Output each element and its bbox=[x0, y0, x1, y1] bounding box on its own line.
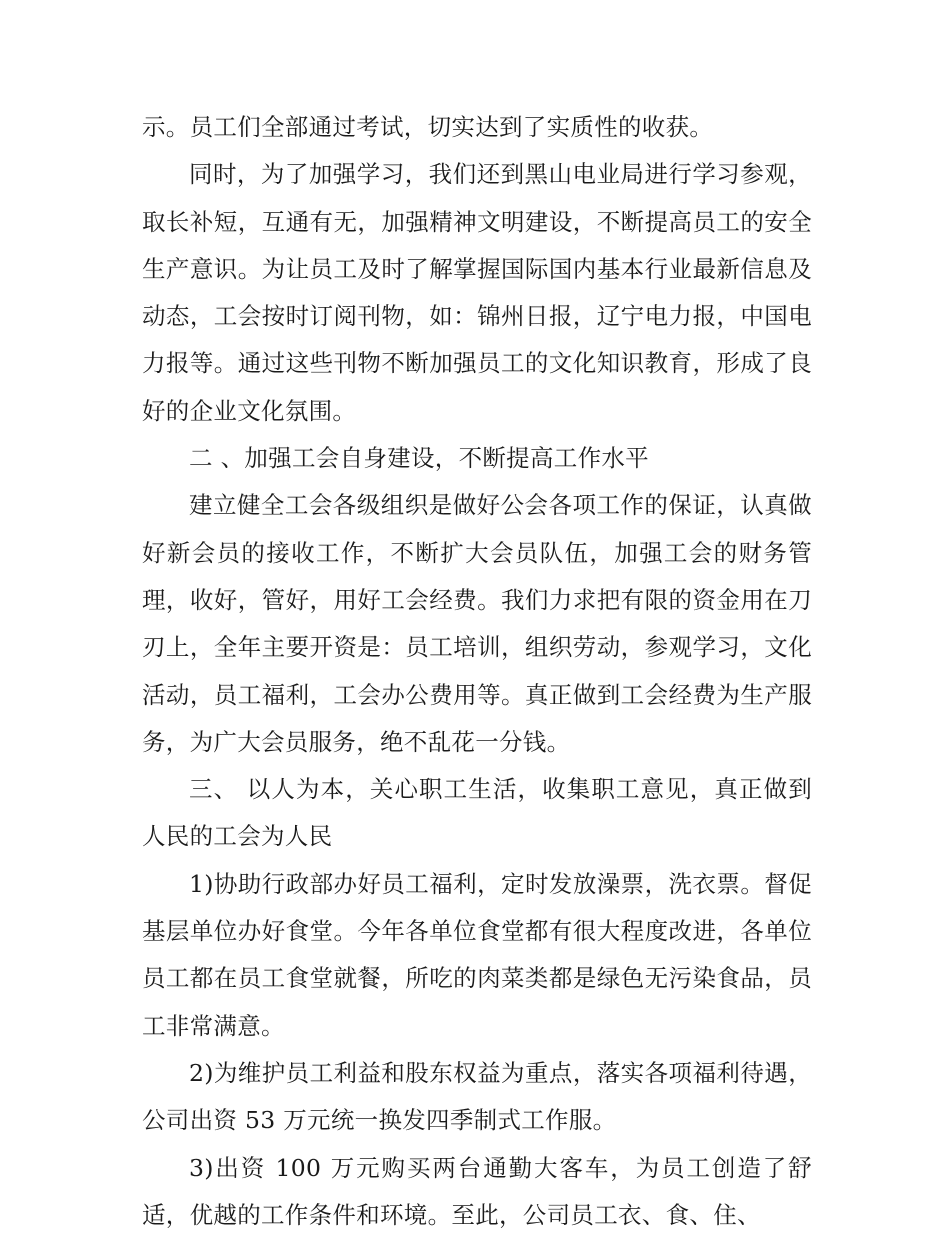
paragraph-item-2: 2)为维护员工利益和股东权益为重点，落实各项福利待遇，公司出资 53 万元统一换发四季制式工作服。 bbox=[142, 1058, 812, 1135]
paragraph-union-organization: 建立健全工会各级组织是做好公会各项工作的保证，认真做好新会员的接收工作，不断扩大会员队伍，加强工会的财务管理，收好，管好，用好工会经费。我们力求把有限的资金用在刀刃上，全年主要开资是：员工培训，组织劳动，参观学习，文化活动，员工福利，工会办公费用等。真正做到工会经费为生产服务，为广大会员服务，绝不乱花一分钱。 bbox=[142, 491, 812, 756]
paragraph-item-3: 3)出资 100 万元购买两台通勤大客车，为员工创造了舒适，优越的工作条件和环境。至此，公司员工衣、食、住、 bbox=[142, 1153, 812, 1229]
section-heading-three: 三、 以人为本，关心职工生活，收集职工意见，真正做到人民的工会为人民 bbox=[142, 775, 812, 851]
paragraph-study-visit: 同时，为了加强学习，我们还到黑山电业局进行学习参观，取长补短，互通有无，加强精神文明建设，不断提高员工的安全生产意识。为让员工及时了解掌握国际国内基本行业最新信息及动态，工会按时订阅刊物，如：锦州日报，辽宁电力报，中国电力报等。通过这些刊物不断加强员工的文化知识教育，形成了良好的企业文化氛围。 bbox=[142, 160, 812, 425]
section-heading-two: 二 、加强工会自身建设，不断提高工作水平 bbox=[189, 444, 649, 473]
paragraph-item-1: 1)协助行政部办好员工福利，定时发放澡票，洗衣票。督促基层单位办好食堂。今年各单位食堂都有很大程度改进，各单位员工都在员工食堂就餐，所吃的肉菜类都是绿色无污染食品，员工非常满意。 bbox=[142, 869, 812, 1040]
document-page bbox=[142, 104, 812, 1239]
paragraph-continuation: 示。员工们全部通过考试，切实达到了实质性的收获。 bbox=[142, 113, 714, 141]
